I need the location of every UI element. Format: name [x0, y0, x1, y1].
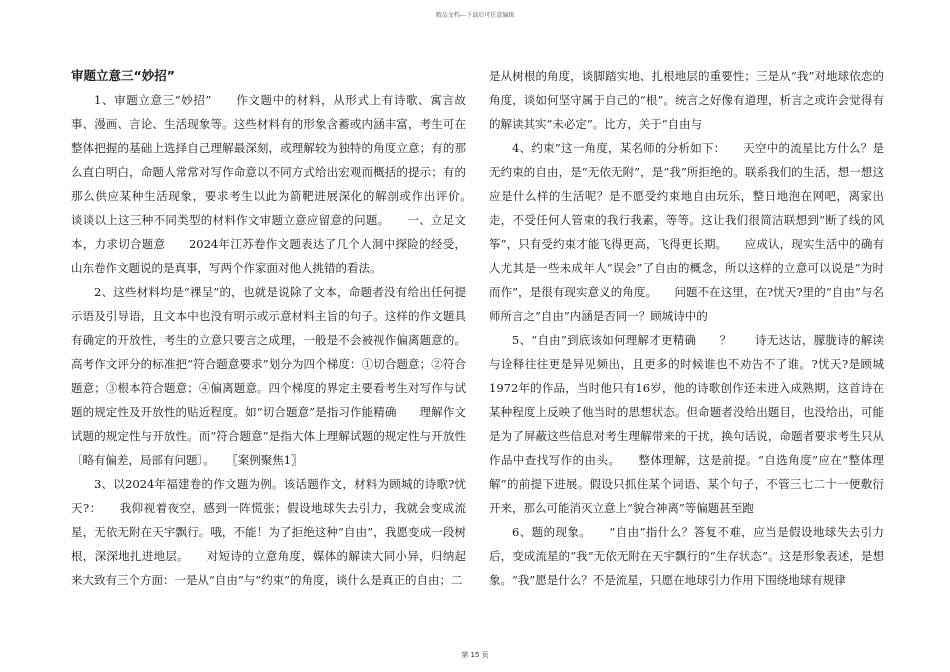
paragraph-4: 4、约束”这一角度，某名师的分析如下： 天空中的流星比方什么？是无约束的自由，是“无依无附”，是“我”所拒绝的。联系我们的生活，想一想这应是什么样的生活呢？是不愿受约束地自由玩乐，整日地泡在网吧，离家出走，不受任何人管束的我行我素，等等。这让我们很简洁联想到“断了线的风筝”，只有受约束才能飞得更高，飞得更长期。 应成认，现实生活中的确有人尤其是一些未成年人“误会”了自由的概念，所以这样的立意可以说是“为时而作”，是很有现实意义的角度。 问题不在这里，在?忧天?里的“自由”与名师所言之“自由”内涵是否同一？顾城诗中的	[489, 141, 884, 323]
article-title: 审题立意三“妙招”	[71, 68, 175, 83]
paragraph-1: 1、审题立意三“妙招” 作文题中的材料，从形式上有诗歌、寓言故事、漫画、言论、生活现象等。这些材料有的形象含蓄或内涵丰富，考生可在整体把握的基础上选择自己理解最深刻，或理解较为独特的角度立意；有的那么直白明白，命题人常常对写作命意以不同方式给出宏观而概括的提示；有的那么供应某种生活现象，要求考生以此为箭靶进展深化的解剖或作出评价。 谈谈以上这三种不同类型的材料作文审题立意应留意的问题。 一、立足文本，力求切合题意 2024年江苏卷作文题表达了几个人洞中探险的经受，山东卷作文题说的是真事，写两个作家面对他人挑错的看法。	[71, 93, 489, 275]
paragraph-2: 2、这些材料均是“裸呈”的，也就是说除了文本，命题者没有给出任何提示语及引导语，且文本中也没有明示或示意材料主旨的句子。这样的作文题具有确定的开放性，考生的立意只要言之成理，一般是不会被视作偏离题意的。高考作文评分的标准把“符合题意要求”划分为四个梯度：①切合题意；②符合题意；③根本符合题意；④偏离题意。四个梯度的界定主要看考生对写作与试题的规定性及开放性的贴近程度。如“切合题意”是指习作能精确 理解作文试题的规定性与开放性。而“符合题意”是指大体上理解试题的规定性与开放性〔略有偏差，局部有问题〕。 〖案例聚焦1〗	[71, 285, 466, 467]
left-column	[71, 64, 489, 592]
paragraph-3: 3、以2024年福建卷的作文题为例。该话题作文，材料为顾城的诗歌?忧天?： 我仰视着夜空，感到一阵慌张；假设地球失去引力，我就会变成流星，无依无附在天宇飘行。哦，不能！为了拒绝这种“自由”，我愿变成一段树根，深深地扎进地层。 对短诗的立意角度，媒体的解读大同小异，归纳起来大致有三个方面：一是从“自由”与“约束”的角度，谈什么是真正的自由；二	[71, 477, 466, 587]
page-number: 第 15 页	[461, 651, 489, 659]
paragraph-5: 5、“自由”到底该如何理解才更精确 ？ 诗无达诂，朦胧诗的解读与诠释往往更是异见频出，且更多的时候谁也不劝告不了谁。?忧天?是顾城1972年的作品，当时他只有16岁，他的诗歌创作还未进入成熟期，这首诗在某种程度上反映了他当时的思想状态。但命题者没给出题目，也没给出，可能是为了屏蔽这些信息对考生理解带来的干扰，换句话说，命题者要求考生只从作品中查找写作的由头。 整体理解，这是前提。“自选角度”应在“整体理解”的前提下进展。假设只抓住某个词语、某个句子，不管三七二十一便敷衍开来，那么可能消灭立意上“貌合神离”等偏题甚至跑	[489, 333, 884, 515]
right-column	[489, 64, 884, 592]
page-header: 精品文档---下载后可任意编辑	[435, 12, 515, 19]
paragraph-3-continued: 是从树根的角度，谈脚踏实地、扎根地层的重要性；三是从“我”对地球依恋的角度，谈如何坚守属于自己的“根”。统言之好像有道理，析言之或许会觉得有的解读其实“未必定”。比方，关于“自由与	[489, 69, 884, 131]
paragraph-6: 6、题的现象。 “自由”指什么？答复不难，应当是假设地球失去引力后，变成流星的“我”无依无附在天宇飘行的“生存状态”。这是形象表述，是想象。“我”愿是什么？不是流星，只愿在地球引力作用下围绕地球有规律	[489, 525, 884, 587]
